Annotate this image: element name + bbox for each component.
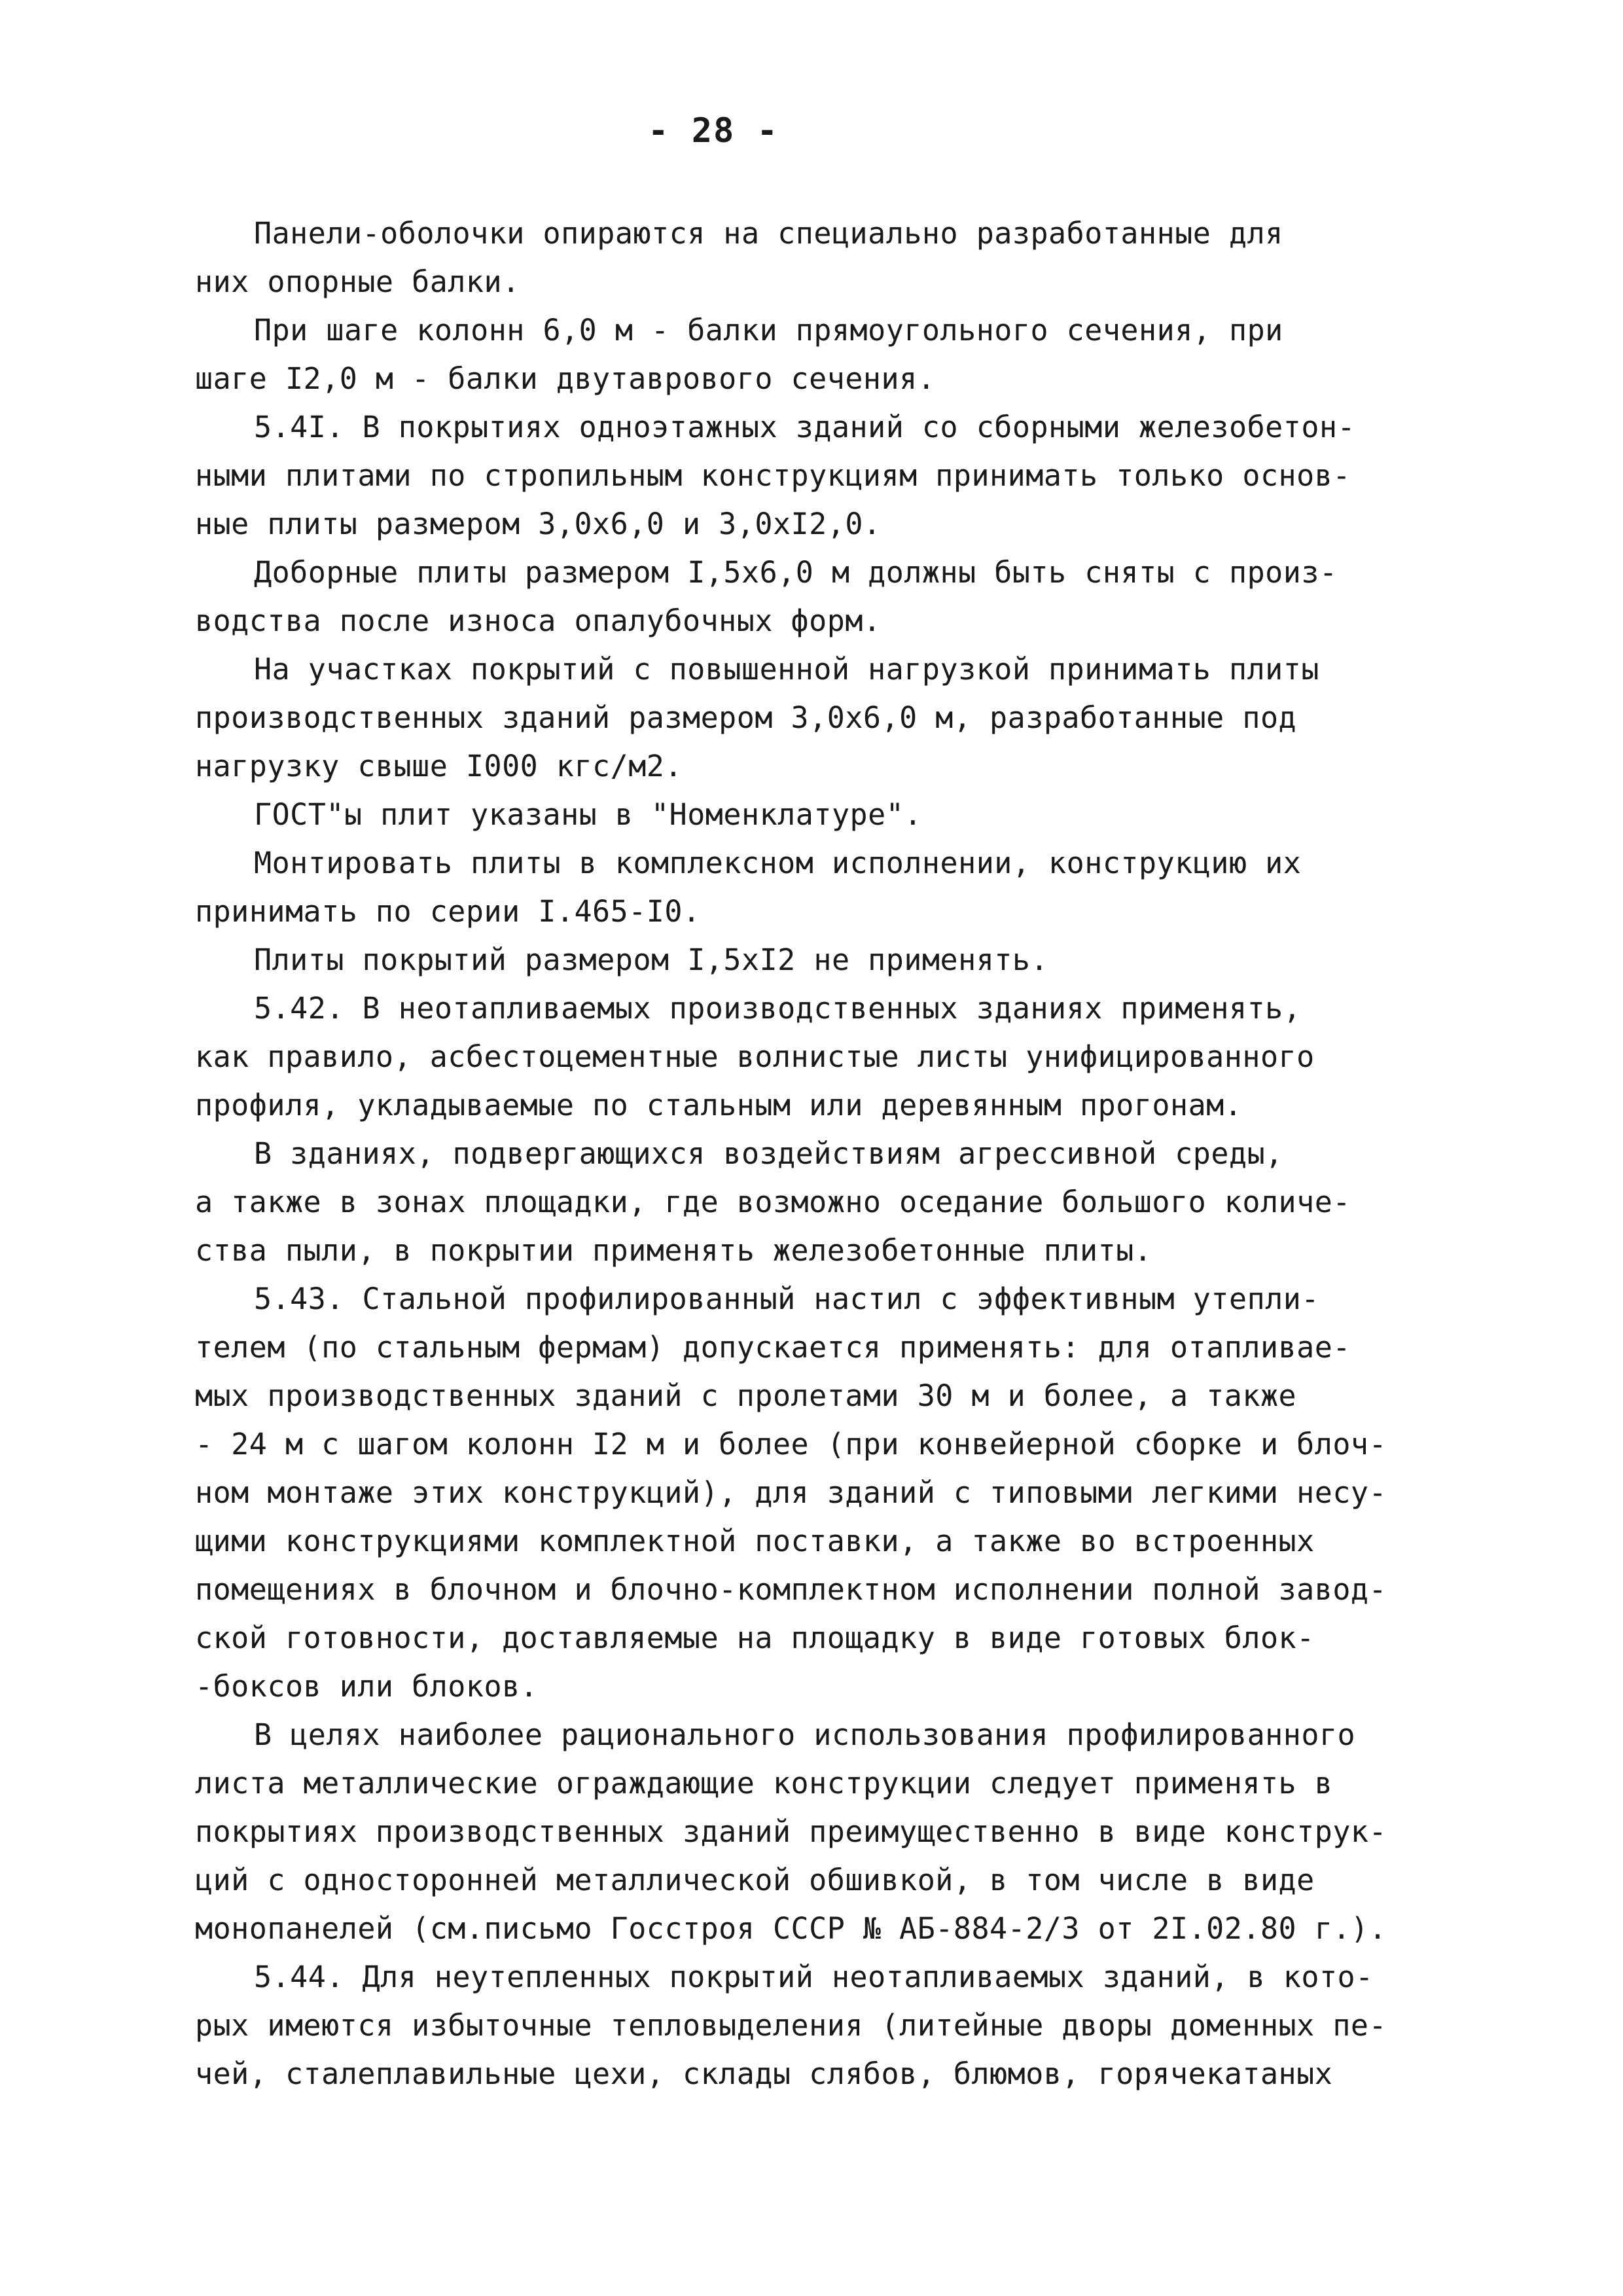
text-line: Плиты покрытий размером I,5хI2 не применять. (254, 942, 1049, 977)
text-line: 5.4I. В покрытиях одноэтажных зданий со сборными железобетон- (254, 410, 1356, 444)
text-line: чей, сталеплавильные цехи, склады слябов, блюмов, горячекатаных (195, 2056, 1333, 2091)
text-line: 5.44. Для неутепленных покрытий неотапливаемых зданий, в кото- (254, 1960, 1374, 1994)
text-line: покрытиях производственных зданий преимущественно в виде конструк- (195, 1814, 1387, 1849)
text-line: как правило, асбестоцементные волнистые листы унифицированного (195, 1039, 1315, 1074)
text-line: На участках покрытий с повышенной нагрузкой принимать плиты (254, 652, 1319, 687)
text-line: производственных зданий размером 3,0х6,0 м, разработанные под (195, 700, 1297, 735)
text-line: Монтировать плиты в комплексном исполнении, конструкцию их (254, 846, 1302, 880)
text-line: монопанелей (см.письмо Госстроя СССР № АБ-884-2/3 от 2I.02.80 г.). (195, 1911, 1387, 1946)
text-line: телем (по стальным фермам) допускается применять: для отапливае- (195, 1330, 1351, 1365)
text-line: нагрузку свыше I000 кгс/м2. (195, 749, 683, 783)
text-line: рых имеются избыточные тепловыделения (литейные дворы доменных пе- (195, 2008, 1387, 2043)
text-line: них опорные балки. (195, 264, 520, 299)
text-line: ций с односторонней металлической обшивкой, в том числе в виде (195, 1863, 1315, 1897)
text-line: При шаге колонн 6,0 м - балки прямоугольного сечения, при (254, 313, 1283, 348)
text-line: В целях наиболее рационального использования профилированного (254, 1717, 1356, 1752)
document-body (195, 209, 1491, 2098)
text-line: листа металлические ограждающие конструкции следует применять в (195, 1766, 1333, 1801)
text-line: 5.43. Стальной профилированный настил с эффективным утепли- (254, 1282, 1319, 1316)
text-line: принимать по серии I.465-I0. (195, 894, 701, 929)
text-line: ном монтаже этих конструкций), для зданий с типовыми легкими несу- (195, 1475, 1387, 1510)
text-line: ГОСТ"ы плит указаны в "Номенклатуре". (254, 797, 922, 832)
text-line: -боксов или блоков. (195, 1669, 539, 1704)
text-line: ской готовности, доставляемые на площадку в виде готовых блок- (195, 1621, 1315, 1655)
text-line: Доборные плиты размером I,5х6,0 м должны быть сняты с произ- (254, 555, 1338, 590)
text-line: - 24 м с шагом колонн I2 м и более (при конвейерной сборке и блоч- (195, 1427, 1387, 1462)
text-line: шаге I2,0 м - балки двутаврового сечения. (195, 361, 936, 396)
text-line: Панели-оболочки опираются на специально разработанные для (254, 216, 1283, 251)
text-line: В зданиях, подвергающихся воздействиям агрессивной среды, (254, 1136, 1283, 1171)
text-line: 5.42. В неотапливаемых производственных зданиях применять, (254, 991, 1302, 1026)
text-line: щими конструкциями комплектной поставки, а также во встроенных (195, 1524, 1315, 1558)
text-line: ными плитами по стропильным конструкциям принимать только основ- (195, 458, 1351, 493)
text-line: а также в зонах площадки, где возможно оседание большого количе- (195, 1185, 1351, 1219)
text-line: профиля, укладываемые по стальным или деревянным прогонам. (195, 1088, 1243, 1122)
text-line: мых производственных зданий с пролетами 30 м и более, а также (195, 1378, 1297, 1413)
text-line: ства пыли, в покрытии применять железобетонные плиты. (195, 1233, 1152, 1268)
text-line: помещениях в блочном и блочно-комплектном исполнении полной завод- (195, 1572, 1387, 1607)
text-line: ные плиты размером 3,0х6,0 и 3,0хI2,0. (195, 507, 882, 541)
text-line: водства после износа опалубочных форм. (195, 603, 882, 638)
page-number: - 28 - (648, 111, 779, 151)
